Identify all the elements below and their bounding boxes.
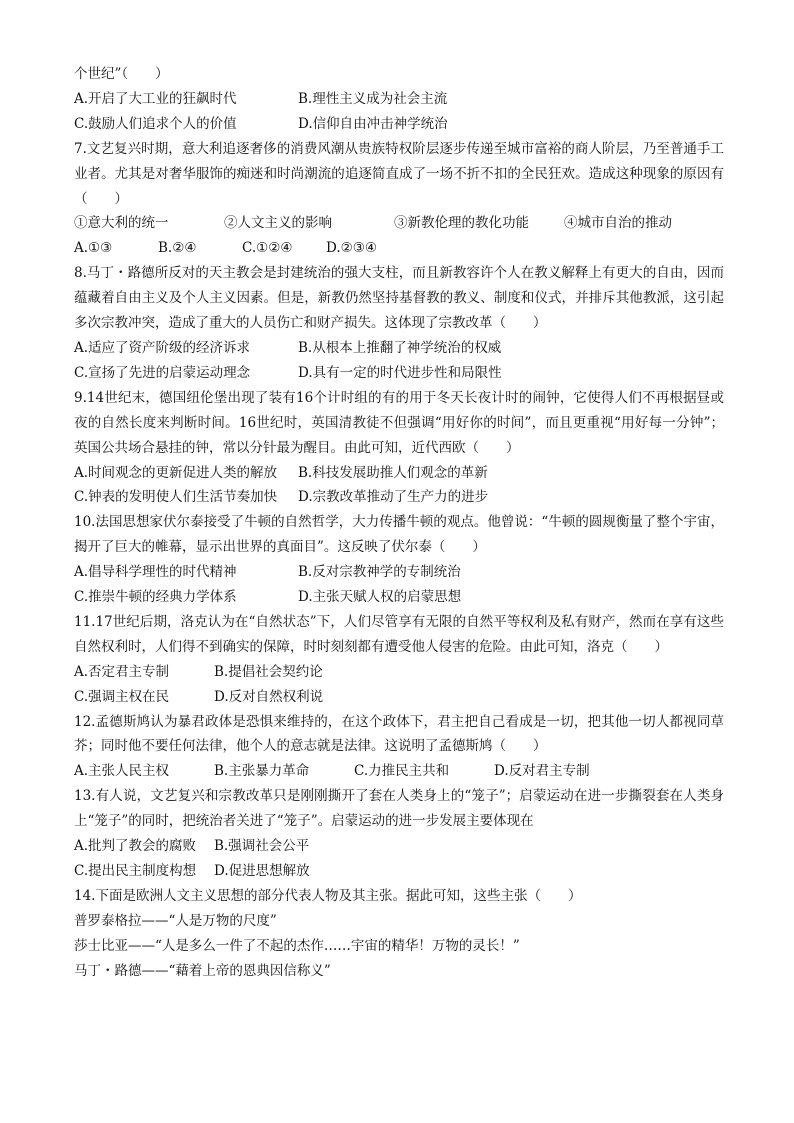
q8-option-a: A.适应了资产阶级的经济诉求: [74, 339, 251, 356]
q6-option-d: D.信仰自由冲击神学统治: [298, 115, 448, 132]
q7-items: [74, 211, 724, 236]
q7-item-3: ③新教伦理的教化功能: [394, 215, 529, 232]
q11-option-a: A.否定君主专制: [74, 663, 170, 680]
q14-stem: 14.下面是欧洲人文主义思想的部分代表人物及其主张。据此可知，这些主张（ ）: [74, 887, 582, 904]
q7-item-1: ①意大利的统一: [74, 215, 169, 232]
q7-options: [74, 236, 724, 261]
q13-options-row2: [74, 859, 724, 884]
q13-options: [74, 834, 724, 859]
q14-quote-luther: 马丁・路德——“藉着上帝的恩典因信称义”: [74, 962, 331, 979]
q10-options: [74, 560, 724, 585]
q13-option-c: C.提出民主制度构想: [74, 863, 197, 879]
q8-option-d: D.具有一定的时代进步性和局限性: [298, 364, 502, 381]
q12-option-a: A.主张人民主权: [74, 763, 170, 780]
q12-option-c: C.力推民主共和: [354, 763, 450, 780]
q6-stem-tail: 个世纪”（ ）: [74, 66, 169, 82]
q9-options: [74, 461, 724, 486]
q8-options-row2: [74, 361, 724, 386]
q6-options: [74, 87, 724, 112]
q10-stem: 10.法国思想家伏尔泰接受了牛顿的自然哲学，大力传播牛顿的观点。他曾说：“牛顿的圆规衡量了整个宇宙，揭开了巨大的帷幕，显示出世界的真面目”。这反映了伏尔泰（ ）: [74, 514, 724, 556]
q8-stem: 8.马丁・路德所反对的天主教会是封建统治的强大支柱，而且新教容许个人在教义解释上有更大的自由，因而蕴藏着自由主义及个人主义因素。但是，新教仍然坚持基督教的教义、制度和仪式，并排斥其他教派，这引起多次宗教冲突，造成了重大的人员伤亡和财产损失。这体现了宗教改革（ ）: [74, 265, 724, 332]
q9-option-b: B.科技发展助推人们观念的革新: [298, 464, 488, 481]
q11-option-c: C.强调主权在民: [74, 688, 170, 705]
q7-option-b: B.②④: [158, 240, 197, 257]
q12-option-d: D.反对君主专制: [494, 763, 590, 780]
q10-options-row2: [74, 585, 724, 610]
q9-option-c: C.钟表的发明使人们生活节奏加快: [74, 489, 278, 506]
q7-item-2: ②人文主义的影响: [224, 215, 332, 232]
q6-option-c: C.鼓励人们追求个人的价值: [74, 115, 237, 132]
q9-option-a: A.时间观念的更新促进人类的解放: [74, 464, 278, 481]
q11-option-d: D.反对自然权利说: [214, 688, 324, 705]
q13-option-d: D.促进思想解放: [214, 863, 310, 879]
q8-option-b: B.从根本上推翻了神学统治的权威: [298, 339, 502, 356]
q11-stem: 11.17世纪后期，洛克认为在“自然状态”下，人们尽管享有无限的自然平等权利及私有财产，然而在享有这些自然权利时，人们得不到确实的保障，时时刻刻都有遭受他人侵害的危险。由此可知，洛克（ ）: [74, 613, 724, 655]
q10-option-b: B.反对宗教神学的专制统治: [298, 564, 461, 581]
question-list: [74, 62, 724, 984]
q7-option-a: A.①③: [74, 240, 113, 257]
q10-option-c: C.推崇牛顿的经典力学体系: [74, 589, 237, 606]
q11-options-row2: [74, 685, 724, 710]
q8-option-c: C.宣扬了先进的启蒙运动理念: [74, 364, 251, 381]
q8-options: [74, 336, 724, 361]
q6-option-b: B.理性主义成为社会主流: [298, 90, 448, 107]
q13-stem: 13.有人说，文艺复兴和宗教改革只是刚刚撕开了套在人类身上的“笼子”；启蒙运动在进一步撕裂套在人类身上“笼子”的同时，把统治者关进了“笼子”。启蒙运动的进一步发展主要体现在: [74, 788, 724, 830]
q7-option-c: C.①②④: [242, 240, 293, 257]
q10-option-d: D.主张天赋人权的启蒙思想: [298, 589, 462, 606]
q7-option-d: D.②③④: [326, 240, 377, 257]
q11-options: [74, 660, 724, 685]
q10-option-a: A.倡导科学理性的时代精神: [74, 564, 237, 581]
q7-stem: 7.文艺复兴时期，意大利追逐奢侈的消费风潮从贵族特权阶层逐步传递至城市富裕的商人阶层，乃至普通手工业者。尤其是对奢华服饰的痴迷和时尚潮流的追逐简直成了一场不折不扣的全民狂欢。造成这种现象的原因有（ ）: [74, 140, 724, 207]
q13-option-b: B.强调社会公平: [214, 838, 310, 855]
q12-option-b: B.主张暴力革命: [214, 763, 310, 780]
q9-option-d: D.宗教改革推动了生产力的进步: [298, 489, 489, 506]
q14-quote-shakespeare: 莎士比亚——“人是多么一件了不起的杰作……宇宙的精华！万物的灵长！”: [74, 937, 520, 954]
q13-option-a: A.批判了教会的腐败: [74, 838, 197, 855]
q12-options: [74, 759, 724, 784]
q6-options-row2: [74, 112, 724, 137]
q14-quote-protagoras: 普罗泰格拉——“人是万物的尺度”: [74, 912, 277, 929]
q12-stem: 12.孟德斯鸠认为暴君政体是恐惧来维持的，在这个政体下，君主把自己看成是一切，把其他一切人都视同草芥；同时他不要任何法律，他个人的意志就是法律。这说明了孟德斯鸠（ ）: [74, 713, 724, 755]
q9-options-row2: [74, 485, 724, 510]
q9-stem: 9.14世纪末，德国纽伦堡出现了装有16个计时组的有的用于冬天长夜计时的闹钟，它使得人们不再根据昼或夜的自然长度来判断时间。16世纪时，英国清教徒不但强调“用好你的时间”，而且更重视“用好每一分钟”；英国公共场合悬挂的钟，常以分针最为醒目。由此可知，近代西欧（ ）: [74, 389, 724, 456]
q6-option-a: A.开启了大工业的狂飙时代: [74, 90, 237, 107]
q11-option-b: B.提倡社会契约论: [214, 663, 323, 680]
q7-item-4: ④城市自治的推动: [564, 215, 672, 232]
